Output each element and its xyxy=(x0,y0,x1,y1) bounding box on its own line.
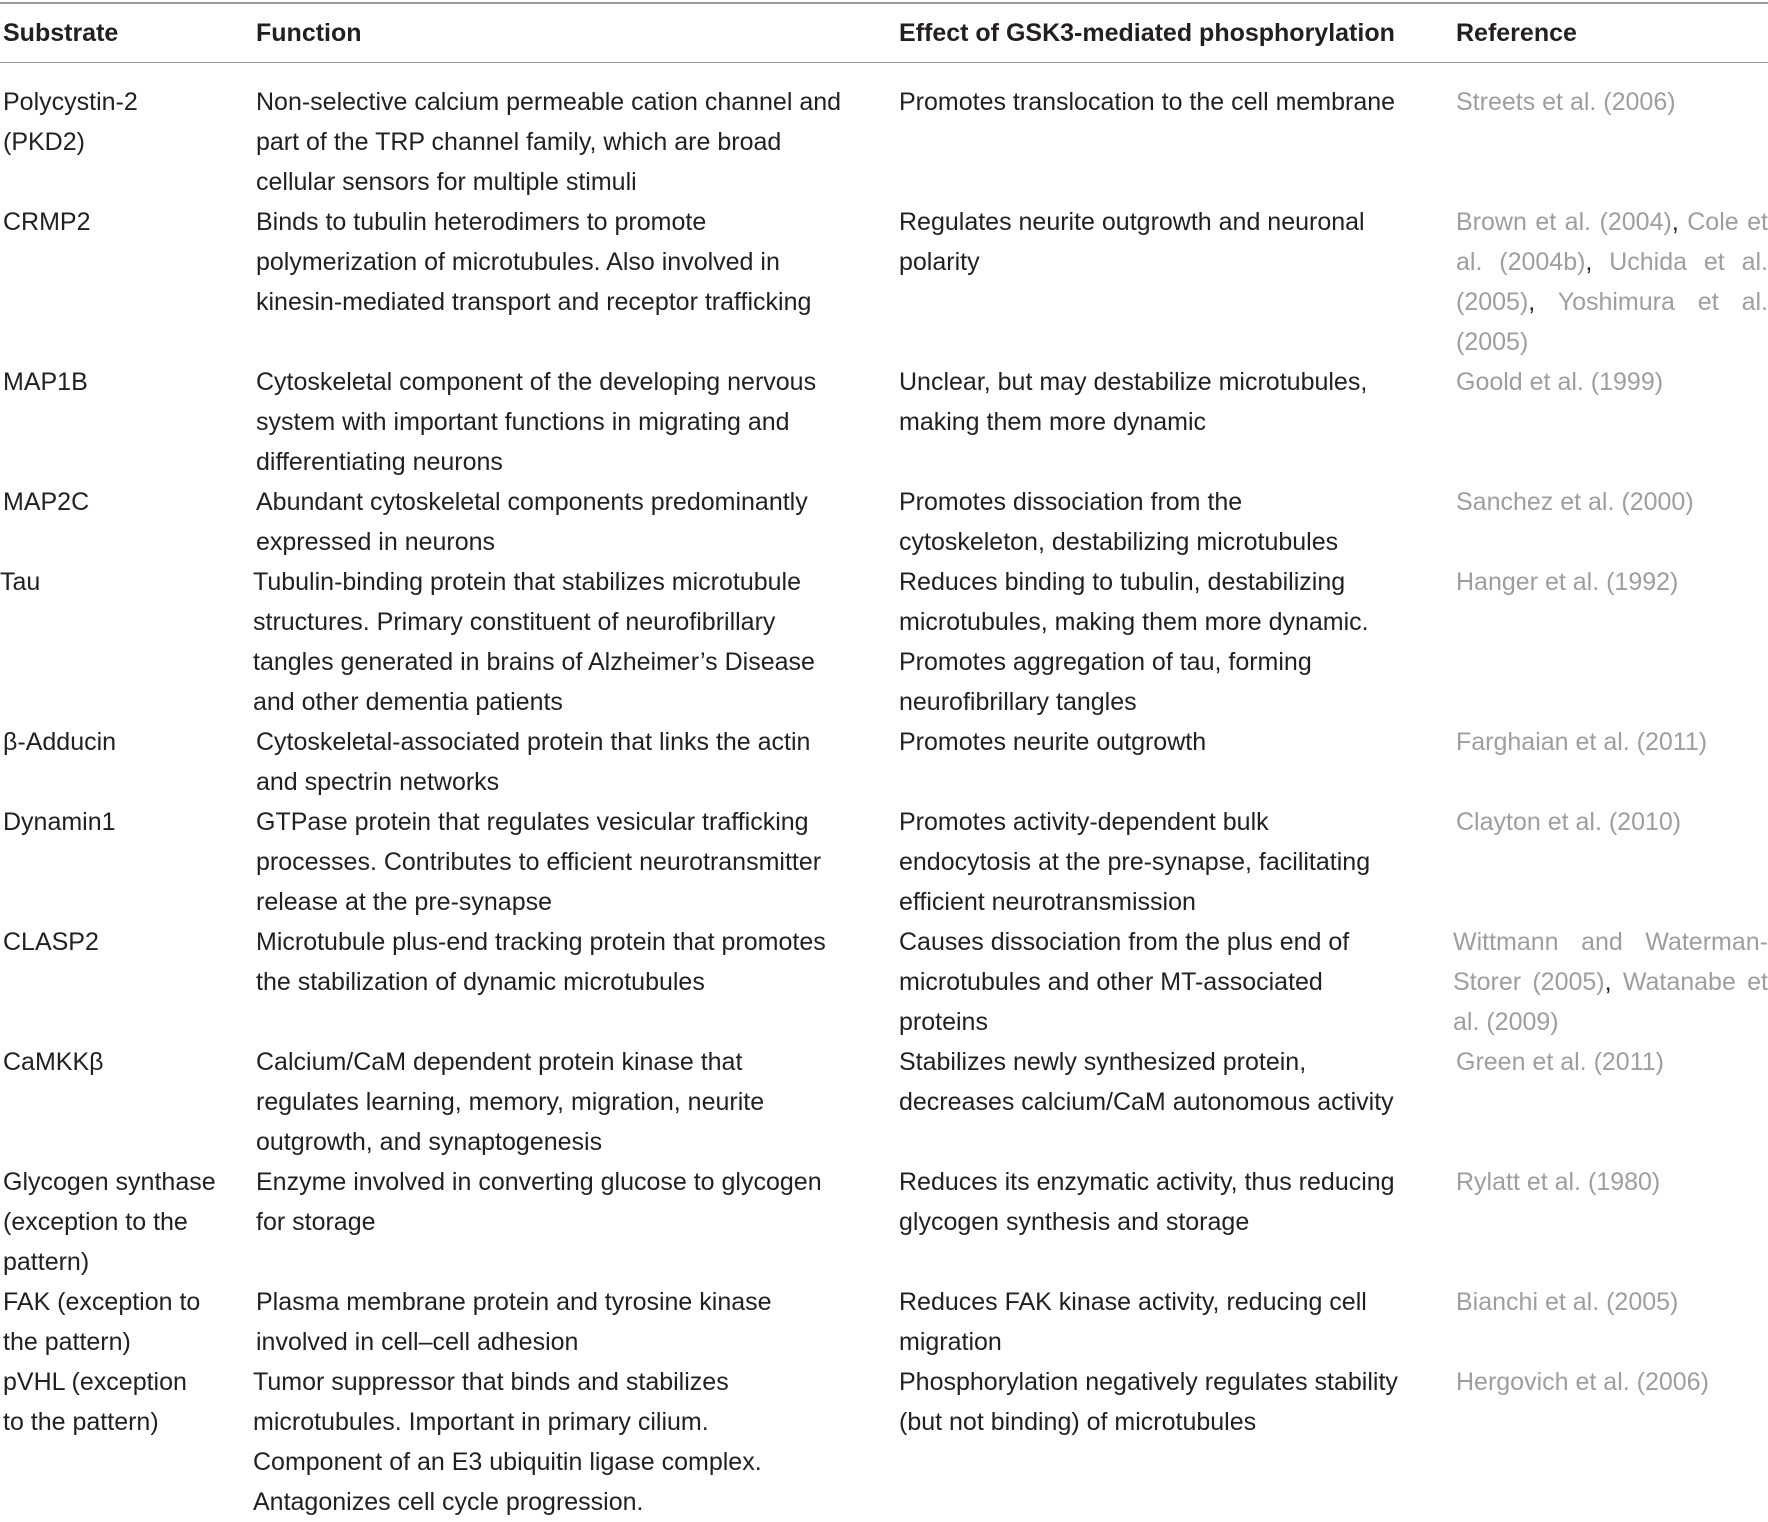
substrate-cell xyxy=(3,1162,243,1282)
reference-link[interactable]: Hanger et al. (1992) xyxy=(1456,568,1679,596)
reference-link[interactable]: Farghaian et al. (2011) xyxy=(1456,728,1708,756)
cell-line: glycogen synthesis and storage xyxy=(899,1208,1250,1236)
cell-line: the stabilization of dynamic microtubules xyxy=(256,968,705,996)
substrate-cell xyxy=(3,1042,243,1082)
reference-link[interactable]: Goold et al. (1999) xyxy=(1456,368,1664,396)
reference-link[interactable]: Bianchi et al. (2005) xyxy=(1456,1288,1679,1316)
table-top-rule xyxy=(0,2,1768,4)
cell-line: polarity xyxy=(899,248,980,276)
cell-line: Microtubule plus-end tracking protein that promotes xyxy=(256,928,826,956)
cell-line: Tubulin-binding protein that stabilizes microtubule xyxy=(253,568,801,596)
reference-cell: Brown et al. (2004), Cole et al. (2004b), Uchida et al. (2005), Yoshimura et al. (2005) xyxy=(1456,208,1768,356)
cell-line: to the pattern) xyxy=(3,1408,159,1436)
cell-line: migration xyxy=(899,1328,1002,1356)
cell-line: β-Adducin xyxy=(3,728,117,756)
function-cell xyxy=(256,362,876,482)
header-function: Function xyxy=(256,19,362,47)
cell-line: and other dementia patients xyxy=(253,688,563,716)
cell-line: MAP1B xyxy=(3,368,88,396)
cell-line: pVHL (exception xyxy=(3,1368,187,1396)
substrate-cell xyxy=(3,82,243,162)
function-cell xyxy=(256,802,876,922)
effect-cell xyxy=(899,82,1434,122)
cell-line: Promotes neurite outgrowth xyxy=(899,728,1207,756)
cell-line: Promotes aggregation of tau, forming xyxy=(899,648,1312,676)
substrate-cell xyxy=(0,562,240,602)
cell-line: FAK (exception to xyxy=(3,1288,201,1316)
effect-cell xyxy=(899,802,1434,922)
effect-cell xyxy=(899,202,1434,282)
cell-line: proteins xyxy=(899,1008,988,1036)
cell-line: Regulates neurite outgrowth and neuronal xyxy=(899,208,1365,236)
header-effect: Effect of GSK3-mediated phosphorylation xyxy=(899,19,1395,47)
reference-link[interactable]: Brown et al. (2004) xyxy=(1456,208,1672,236)
cell-line: part of the TRP channel family, which are broad xyxy=(256,128,782,156)
substrate-cell xyxy=(3,722,243,762)
cell-line: Stabilizes newly synthesized protein, xyxy=(899,1048,1307,1076)
substrate-cell xyxy=(3,362,243,402)
cell-line: Polycystin-2 xyxy=(3,88,138,116)
function-cell xyxy=(256,722,876,802)
cell-line: Binds to tubulin heterodimers to promote xyxy=(256,208,707,236)
cell-line: Tau xyxy=(0,568,41,596)
cell-line: Reduces its enzymatic activity, thus reducing xyxy=(899,1168,1395,1196)
reference-link[interactable]: Hergovich et al. (2006) xyxy=(1456,1368,1709,1396)
header-reference: Reference xyxy=(1456,19,1577,47)
cell-line: expressed in neurons xyxy=(256,528,496,556)
cell-line: system with important functions in migrating and xyxy=(256,408,790,436)
cell-line: polymerization of microtubules. Also involved in xyxy=(256,248,780,276)
function-cell xyxy=(256,82,876,202)
reference-link[interactable]: Yoshimura et al. (2005) xyxy=(1456,288,1768,356)
substrate-cell xyxy=(3,1282,243,1362)
cell-line: Cytoskeletal component of the developing nervous xyxy=(256,368,817,396)
function-cell xyxy=(256,482,876,562)
cell-line: Antagonizes cell cycle progression. xyxy=(253,1488,644,1516)
cell-line: microtubules. Important in primary cilium. xyxy=(253,1408,709,1436)
reference-link[interactable]: Rylatt et al. (1980) xyxy=(1456,1168,1661,1196)
function-cell xyxy=(253,1362,873,1522)
effect-cell xyxy=(899,1362,1434,1442)
reference-link[interactable]: Uchida et al. (2005) xyxy=(1456,248,1768,316)
cell-line: (exception to the xyxy=(3,1208,188,1236)
cell-line: Abundant cytoskeletal components predominantly xyxy=(256,488,808,516)
cell-line: making them more dynamic xyxy=(899,408,1207,436)
cell-line: MAP2C xyxy=(3,488,90,516)
cell-line: regulates learning, memory, migration, neurite xyxy=(256,1088,765,1116)
function-cell xyxy=(256,202,876,322)
cell-line: decreases calcium/CaM autonomous activity xyxy=(899,1088,1394,1116)
cell-line: (PKD2) xyxy=(3,128,85,156)
substrate-cell xyxy=(3,202,243,242)
cell-line: for storage xyxy=(256,1208,376,1236)
cell-line: Plasma membrane protein and tyrosine kinase xyxy=(256,1288,772,1316)
header-rule xyxy=(0,62,1768,63)
reference-cell: Wittmann and Waterman-Storer (2005), Watanabe et al. (2009) xyxy=(1453,928,1768,1036)
effect-cell xyxy=(899,922,1434,1042)
cell-line: CRMP2 xyxy=(3,208,91,236)
reference-link[interactable]: Watanabe et al. (2009) xyxy=(1453,968,1768,1036)
reference-link[interactable]: Cole et al. (2004b) xyxy=(1456,208,1768,276)
function-cell xyxy=(256,1282,876,1362)
cell-line: Tumor suppressor that binds and stabilizes xyxy=(253,1368,729,1396)
substrate-cell xyxy=(3,1362,243,1442)
cell-line: Calcium/CaM dependent protein kinase that xyxy=(256,1048,743,1076)
cell-line: Component of an E3 ubiquitin ligase complex. xyxy=(253,1448,762,1476)
cell-line: microtubules, making them more dynamic. xyxy=(899,608,1369,636)
effect-cell xyxy=(899,1282,1434,1362)
effect-cell xyxy=(899,562,1434,722)
cell-line: pattern) xyxy=(3,1248,90,1276)
cell-line: Cytoskeletal-associated protein that links the actin xyxy=(256,728,811,756)
cell-line: tangles generated in brains of Alzheimer’s Disease xyxy=(253,648,815,676)
effect-cell xyxy=(899,1162,1434,1242)
cell-line: Dynamin1 xyxy=(3,808,116,836)
cell-line: cellular sensors for multiple stimuli xyxy=(256,168,637,196)
substrate-cell xyxy=(3,482,243,522)
cell-line: microtubules and other MT-associated xyxy=(899,968,1323,996)
cell-line: CaMKKβ xyxy=(3,1048,104,1076)
cell-line: and spectrin networks xyxy=(256,768,500,796)
substrate-cell xyxy=(3,802,243,842)
reference-link[interactable]: Streets et al. (2006) xyxy=(1456,88,1676,116)
cell-line: endocytosis at the pre-synapse, facilitating xyxy=(899,848,1371,876)
cell-line: GTPase protein that regulates vesicular trafficking xyxy=(256,808,809,836)
reference-link[interactable]: Green et al. (2011) xyxy=(1456,1048,1664,1076)
cell-line: Phosphorylation negatively regulates stability xyxy=(899,1368,1398,1396)
cell-line: Reduces FAK kinase activity, reducing cell xyxy=(899,1288,1367,1316)
cell-line: outgrowth, and synaptogenesis xyxy=(256,1128,603,1156)
function-cell xyxy=(256,1162,876,1242)
cell-line: involved in cell–cell adhesion xyxy=(256,1328,579,1356)
effect-cell xyxy=(899,482,1434,562)
cell-line: the pattern) xyxy=(3,1328,131,1356)
cell-line: cytoskeleton, destabilizing microtubules xyxy=(899,528,1339,556)
effect-cell xyxy=(899,1042,1434,1122)
function-cell xyxy=(253,562,873,722)
reference-link[interactable]: Wittmann and Waterman-Storer (2005) xyxy=(1453,928,1768,996)
cell-line: Unclear, but may destabilize microtubules, xyxy=(899,368,1368,396)
header-substrate: Substrate xyxy=(3,19,119,47)
cell-line: Causes dissociation from the plus end of xyxy=(899,928,1350,956)
function-cell xyxy=(256,922,876,1002)
effect-cell xyxy=(899,362,1434,442)
reference-link[interactable]: Clayton et al. (2010) xyxy=(1456,808,1682,836)
effect-cell xyxy=(899,722,1434,762)
cell-line: Promotes activity-dependent bulk xyxy=(899,808,1269,836)
function-cell xyxy=(256,1042,876,1162)
cell-line: structures. Primary constituent of neurofibrillary xyxy=(253,608,776,636)
cell-line: Promotes dissociation from the xyxy=(899,488,1243,516)
cell-line: processes. Contributes to efficient neurotransmitter xyxy=(256,848,822,876)
cell-line: neurofibrillary tangles xyxy=(899,688,1137,716)
cell-line: differentiating neurons xyxy=(256,448,503,476)
cell-line: Reduces binding to tubulin, destabilizing xyxy=(899,568,1346,596)
cell-line: kinesin-mediated transport and receptor trafficking xyxy=(256,288,812,316)
cell-line: Promotes translocation to the cell membrane xyxy=(899,88,1396,116)
reference-link[interactable]: Sanchez et al. (2000) xyxy=(1456,488,1694,516)
cell-line: CLASP2 xyxy=(3,928,99,956)
cell-line: Glycogen synthase xyxy=(3,1168,216,1196)
substrate-cell xyxy=(3,922,243,962)
cell-line: Non-selective calcium permeable cation channel and xyxy=(256,88,842,116)
cell-line: Enzyme involved in converting glucose to glycogen xyxy=(256,1168,822,1196)
cell-line: release at the pre-synapse xyxy=(256,888,553,916)
cell-line: efficient neurotransmission xyxy=(899,888,1196,916)
cell-line: (but not binding) of microtubules xyxy=(899,1408,1257,1436)
